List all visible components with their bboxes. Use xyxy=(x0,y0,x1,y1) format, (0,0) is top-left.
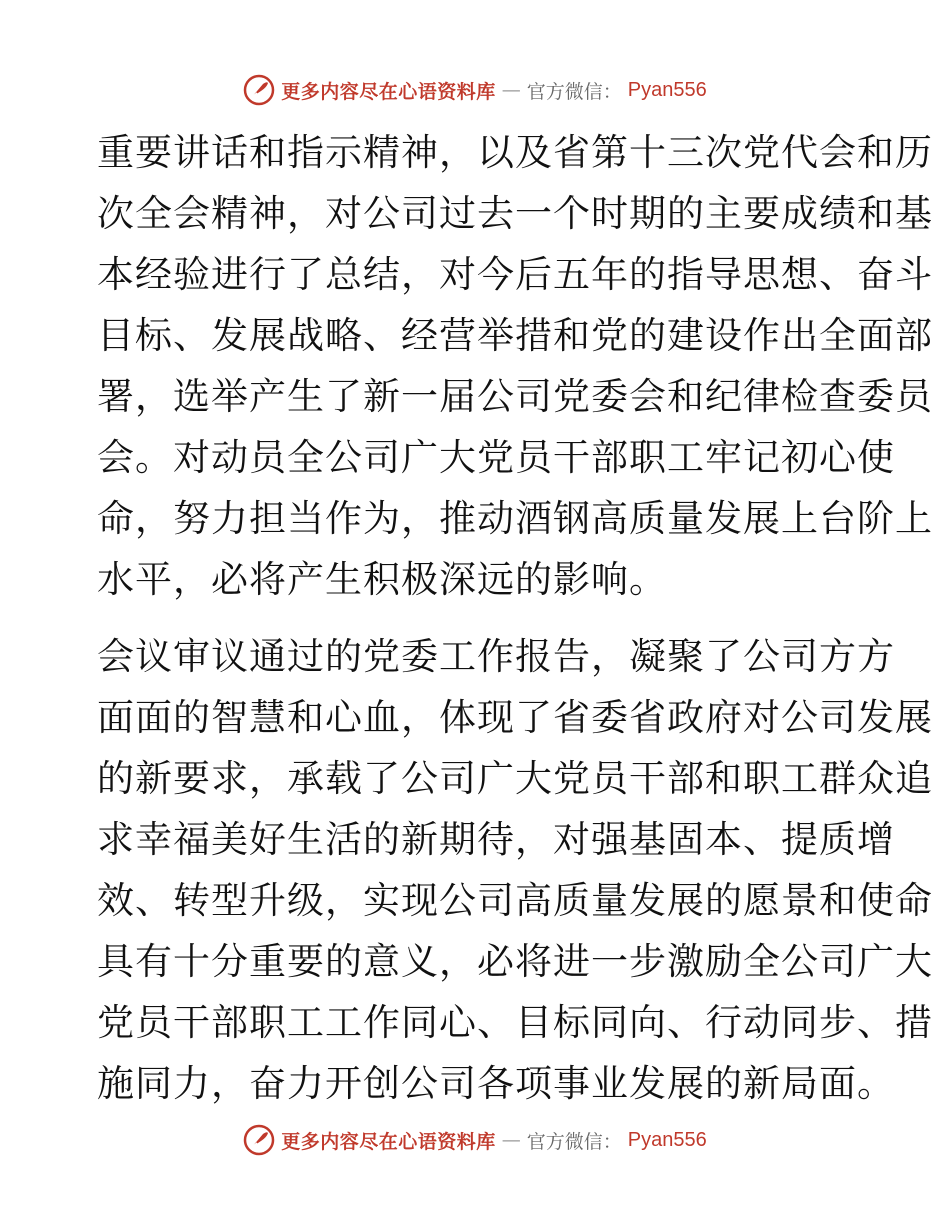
watermark-channel-label: 官方微信： xyxy=(526,1130,622,1153)
text-line: 具有十分重要的意义，必将进一步激励全公司广大 xyxy=(97,940,933,983)
text-line: 施同力，奋力开创公司各项事业发展的新局面。 xyxy=(97,1062,895,1105)
watermark-separator: — xyxy=(501,79,521,101)
text-line: 党员干部职工工作同心、目标同向、行动同步、措 xyxy=(97,1001,933,1044)
header-watermark xyxy=(0,70,950,110)
watermark-separator: — xyxy=(501,1129,521,1151)
feather-pen-logo-icon xyxy=(243,1124,275,1156)
document-body xyxy=(97,122,933,1114)
text-line: 本经验进行了总结，对今后五年的指导思想、奋斗 xyxy=(97,253,933,296)
feather-pen-logo-icon xyxy=(243,74,275,106)
watermark-wechat-id: Pyan556 xyxy=(627,1128,707,1151)
text-line: 水平，必将产生积极深远的影响。 xyxy=(97,558,667,601)
text-line: 会议审议通过的党委工作报告，凝聚了公司方方 xyxy=(97,635,895,678)
text-line: 命，努力担当作为，推动酒钢高质量发展上台阶上 xyxy=(97,497,933,540)
footer-watermark xyxy=(0,1120,950,1160)
text-line: 目标、发展战略、经营举措和党的建设作出全面部 xyxy=(97,314,933,357)
watermark-wechat-id: Pyan556 xyxy=(627,78,707,101)
watermark-brand-text: 更多内容尽在心语资料库 xyxy=(281,80,496,103)
watermark-brand-text: 更多内容尽在心语资料库 xyxy=(281,1130,496,1153)
paragraph-1 xyxy=(97,122,933,610)
text-line: 面面的智慧和心血，体现了省委省政府对公司发展 xyxy=(97,696,933,739)
text-line: 求幸福美好生活的新期待，对强基固本、提质增 xyxy=(97,818,895,861)
text-line: 署，选举产生了新一届公司党委会和纪律检查委员 xyxy=(97,375,933,418)
text-line: 重要讲话和指示精神，以及省第十三次党代会和历 xyxy=(97,131,933,174)
watermark-inner xyxy=(243,74,707,106)
watermark-channel-label: 官方微信： xyxy=(526,80,622,103)
text-line: 会。对动员全公司广大党员干部职工牢记初心使 xyxy=(97,436,895,479)
text-line: 次全会精神，对公司过去一个时期的主要成绩和基 xyxy=(97,192,933,235)
paragraph-2 xyxy=(97,626,933,1114)
watermark-inner xyxy=(243,1124,707,1156)
text-line: 的新要求，承载了公司广大党员干部和职工群众追 xyxy=(97,757,933,800)
text-line: 效、转型升级，实现公司高质量发展的愿景和使命 xyxy=(97,879,933,922)
